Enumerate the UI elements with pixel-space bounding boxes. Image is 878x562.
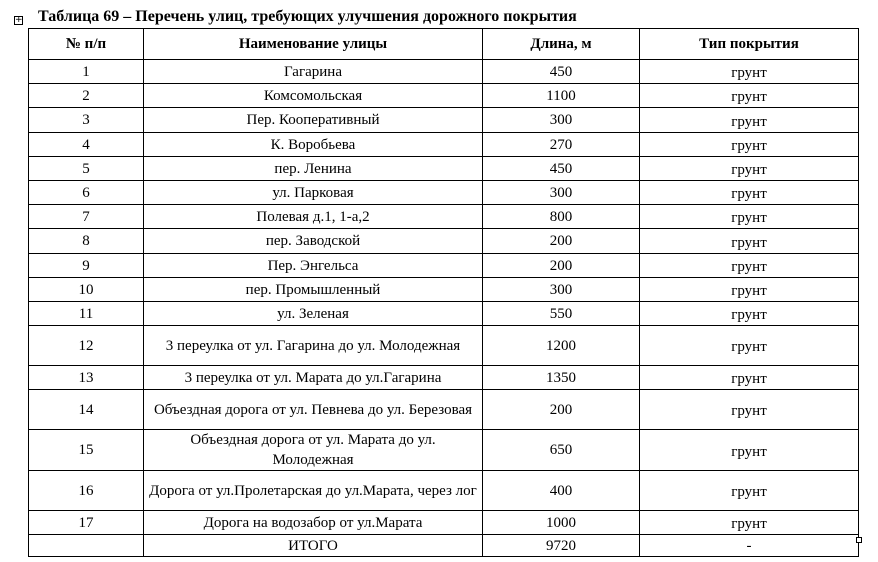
row-street-cell: 3 переулка от ул. Марата до ул.Гагарина <box>144 366 483 390</box>
table-row <box>29 430 859 471</box>
row-street-cell: Объездная дорога от ул. Певнева до ул. Березовая <box>144 390 483 430</box>
row-street-cell: Комсомольская <box>144 84 483 108</box>
row-num-cell: 5 <box>29 157 144 181</box>
row-street-cell: пер. Заводской <box>144 229 483 254</box>
table-header-row <box>29 29 859 60</box>
row-length-cell: 1200 <box>483 326 640 366</box>
row-type-cell: грунт <box>640 326 859 366</box>
row-type-cell: грунт <box>640 60 859 84</box>
row-type-cell: грунт <box>640 157 859 181</box>
row-type-cell: грунт <box>640 254 859 278</box>
row-length-cell: 450 <box>483 60 640 84</box>
row-num-cell: 6 <box>29 181 144 205</box>
row-type-cell: грунт <box>640 302 859 326</box>
row-length-cell: 550 <box>483 302 640 326</box>
row-length-cell: 300 <box>483 108 640 133</box>
table-caption: Таблица 69 – Перечень улиц, требующих улучшения дорожного покрытия <box>38 8 577 25</box>
row-length-cell: 200 <box>483 229 640 254</box>
row-type-cell: грунт <box>640 511 859 535</box>
table-body <box>29 60 859 557</box>
row-num-cell: 4 <box>29 133 144 157</box>
table-row <box>29 60 859 84</box>
row-street-cell: Пер. Кооперативный <box>144 108 483 133</box>
total-row-type-cell: - <box>640 535 859 557</box>
row-length-cell: 650 <box>483 430 640 471</box>
table-row <box>29 84 859 108</box>
row-type-cell: грунт <box>640 229 859 254</box>
row-type-cell: грунт <box>640 108 859 133</box>
row-num-cell: 8 <box>29 229 144 254</box>
row-type-cell: грунт <box>640 471 859 511</box>
row-length-cell: 300 <box>483 278 640 302</box>
table-row <box>29 390 859 430</box>
row-type-cell: грунт <box>640 84 859 108</box>
row-num-cell: 10 <box>29 278 144 302</box>
row-street-cell: ул. Парковая <box>144 181 483 205</box>
row-street-cell: пер. Ленина <box>144 157 483 181</box>
table-row <box>29 302 859 326</box>
row-length-cell: 1000 <box>483 511 640 535</box>
row-length-cell: 800 <box>483 205 640 229</box>
table-row <box>29 366 859 390</box>
row-num-cell: 17 <box>29 511 144 535</box>
row-street-cell: Гагарина <box>144 60 483 84</box>
row-street-cell: Полевая д.1, 1-а,2 <box>144 205 483 229</box>
row-num-cell: 15 <box>29 430 144 471</box>
row-num-cell: 16 <box>29 471 144 511</box>
row-length-cell: 450 <box>483 157 640 181</box>
table-row <box>29 157 859 181</box>
row-type-cell: грунт <box>640 133 859 157</box>
table-row <box>29 511 859 535</box>
header-street-name: Наименование улицы <box>144 29 483 60</box>
row-num-cell: 13 <box>29 366 144 390</box>
row-type-cell: грунт <box>640 205 859 229</box>
row-type-cell: грунт <box>640 430 859 471</box>
row-length-cell: 200 <box>483 254 640 278</box>
row-street-cell: Объездная дорога от ул. Марата до ул. Молодежная <box>144 430 483 471</box>
table-row <box>29 471 859 511</box>
row-street-cell: Дорога от ул.Пролетарская до ул.Марата, через лог <box>144 471 483 511</box>
table-row <box>29 133 859 157</box>
row-street-cell: Пер. Энгельса <box>144 254 483 278</box>
table-row <box>29 254 859 278</box>
row-length-cell: 1100 <box>483 84 640 108</box>
table-move-handle-icon[interactable]: + <box>15 15 23 25</box>
row-length-cell: 200 <box>483 390 640 430</box>
row-num-cell: 1 <box>29 60 144 84</box>
table-row <box>29 326 859 366</box>
table-row <box>29 108 859 133</box>
table-row <box>29 205 859 229</box>
row-length-cell: 300 <box>483 181 640 205</box>
total-row-street-cell: ИТОГО <box>144 535 483 557</box>
row-length-cell: 400 <box>483 471 640 511</box>
row-street-cell: пер. Промышленный <box>144 278 483 302</box>
row-num-cell: 7 <box>29 205 144 229</box>
total-row-num-cell <box>29 535 144 557</box>
row-type-cell: грунт <box>640 278 859 302</box>
table-row <box>29 229 859 254</box>
row-street-cell: К. Воробьева <box>144 133 483 157</box>
row-num-cell: 9 <box>29 254 144 278</box>
row-type-cell: грунт <box>640 181 859 205</box>
row-num-cell: 12 <box>29 326 144 366</box>
row-num-cell: 2 <box>29 84 144 108</box>
table-row <box>29 181 859 205</box>
row-num-cell: 11 <box>29 302 144 326</box>
table-row <box>29 278 859 302</box>
header-length: Длина, м <box>483 29 640 60</box>
header-num: № п/п <box>29 29 144 60</box>
header-surface-type: Тип покрытия <box>640 29 859 60</box>
row-num-cell: 3 <box>29 108 144 133</box>
row-street-cell: 3 переулка от ул. Гагарина до ул. Молодежная <box>144 326 483 366</box>
table-resize-handle-icon[interactable] <box>856 537 862 543</box>
row-street-cell: Дорога на водозабор от ул.Марата <box>144 511 483 535</box>
row-length-cell: 270 <box>483 133 640 157</box>
row-length-cell: 1350 <box>483 366 640 390</box>
row-num-cell: 14 <box>29 390 144 430</box>
total-row-length-cell: 9720 <box>483 535 640 557</box>
streets-table <box>28 28 859 557</box>
table-total-row <box>29 535 859 557</box>
row-type-cell: грунт <box>640 366 859 390</box>
row-street-cell: ул. Зеленая <box>144 302 483 326</box>
row-type-cell: грунт <box>640 390 859 430</box>
